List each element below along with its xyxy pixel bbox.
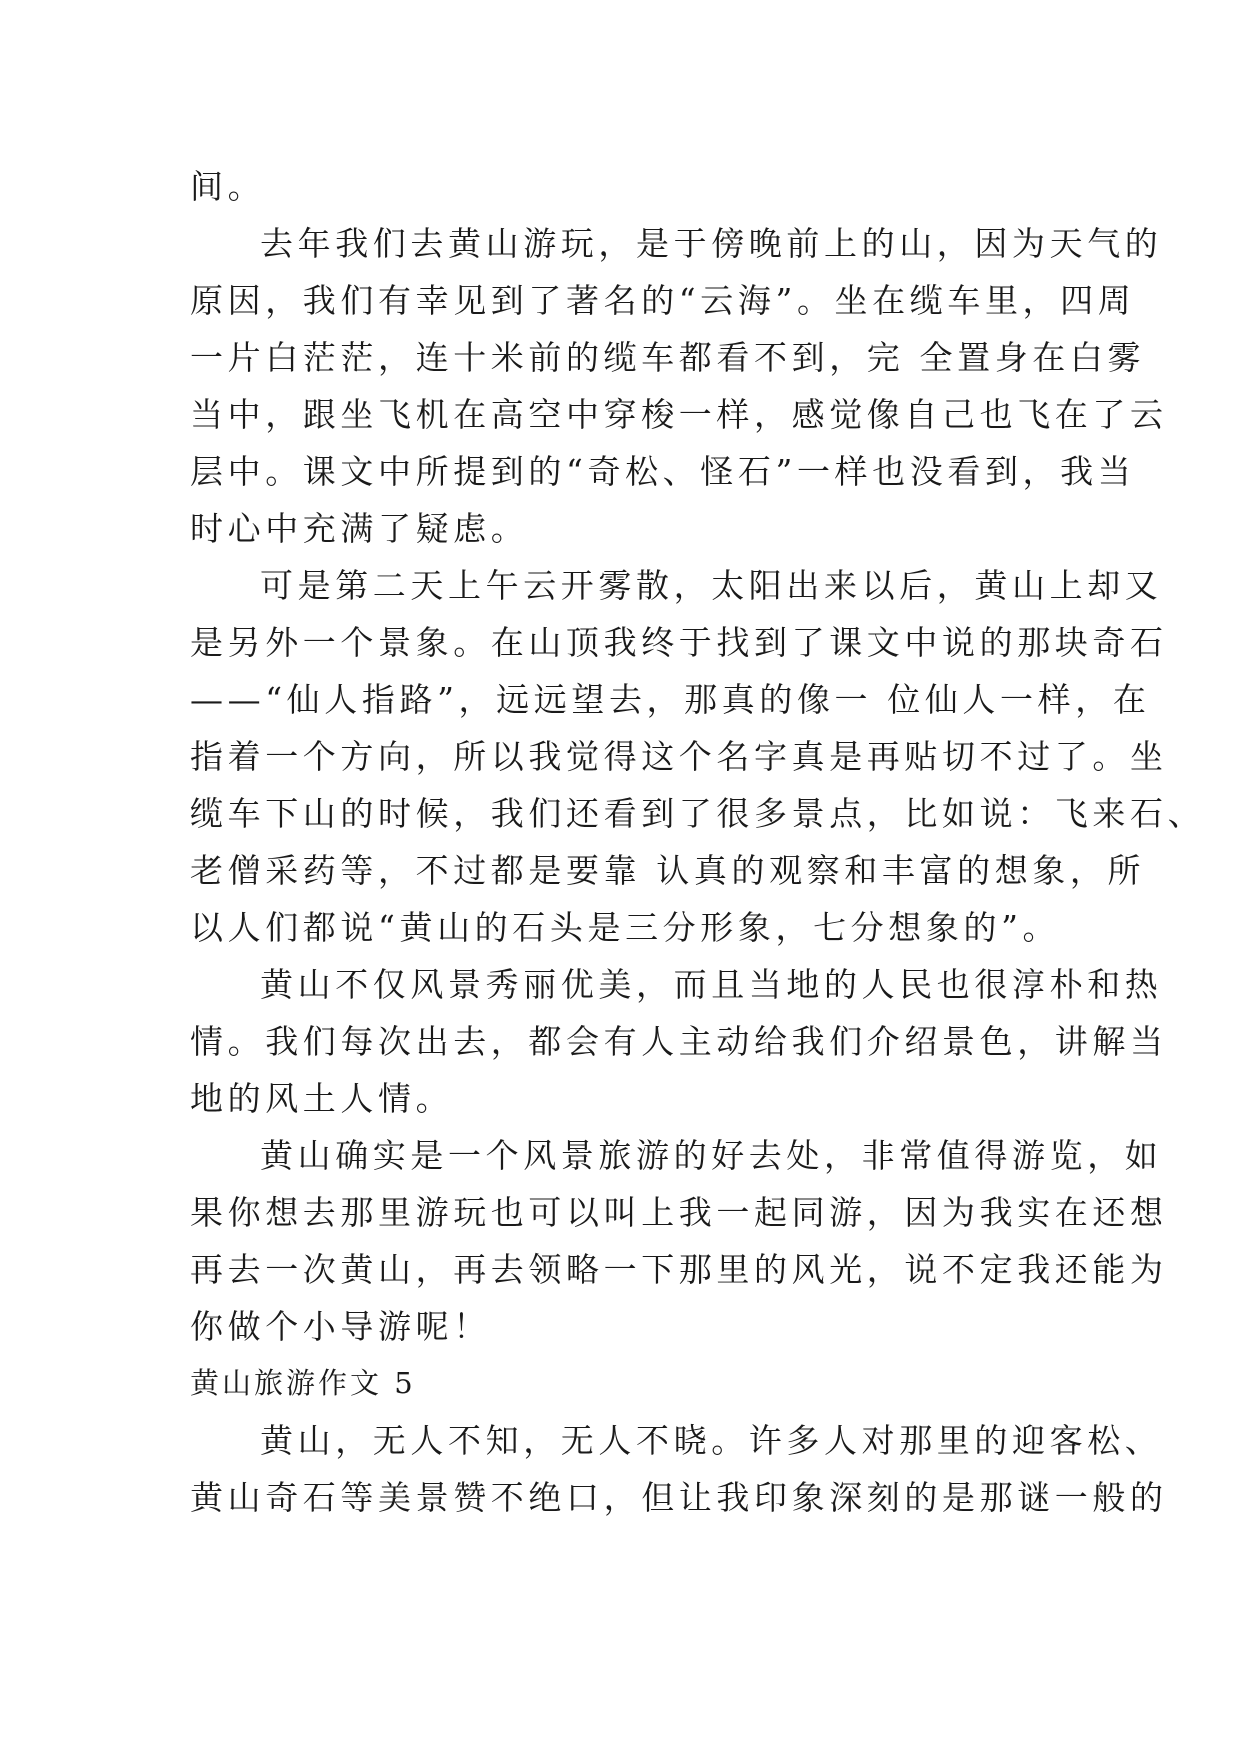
text-line: 情。我们每次出去，都会有人主动给我们介绍景色，讲解当 bbox=[190, 1022, 1168, 1061]
text-line: 果你想去那里游玩也可以叫上我一起同游，因为我实在还想 bbox=[190, 1193, 1168, 1232]
paragraph-first-line: 可是第二天上午云开雾散，太阳出来以后，黄山上却又 bbox=[260, 566, 1163, 605]
text-line: 指着一个方向，所以我觉得这个名字真是再贴切不过了。坐 bbox=[190, 737, 1168, 776]
text-line: 缆车下山的时候，我们还看到了很多景点，比如说：飞来石、 bbox=[190, 794, 1206, 833]
text-line: 老僧采药等，不过都是要靠 认真的观察和丰富的想象，所 bbox=[190, 851, 1146, 890]
section-heading: 黄山旅游作文 5 bbox=[190, 1366, 416, 1400]
document-body bbox=[190, 158, 1206, 1526]
paragraph-first-line: 黄山，无人不知，无人不晓。许多人对那里的迎客松、 bbox=[260, 1421, 1163, 1460]
text-line: 一片白茫茫，连十米前的缆车都看不到，完 全置身在白雾 bbox=[190, 338, 1146, 377]
text-line: 当中，跟坐飞机在高空中穿梭一样，感觉像自己也飞在了云 bbox=[190, 395, 1168, 434]
text-line: 是另外一个景象。在山顶我终于找到了课文中说的那块奇石 bbox=[190, 623, 1168, 662]
text-line: 再去一次黄山，再去领略一下那里的风光，说不定我还能为 bbox=[190, 1250, 1168, 1289]
text-line: 时心中充满了疑虑。 bbox=[190, 509, 529, 548]
text-line: 以人们都说“黄山的石头是三分形象，七分想象的”。 bbox=[190, 908, 1061, 947]
paragraph-first-line: 黄山确实是一个风景旅游的好去处，非常值得游览，如 bbox=[260, 1136, 1163, 1175]
paragraph-first-line: 黄山不仅风景秀丽优美，而且当地的人民也很淳朴和热 bbox=[260, 965, 1163, 1004]
text-line: ——“仙人指路”，远远望去，那真的像一 位仙人一样，在 bbox=[190, 680, 1151, 719]
text-line: 间。 bbox=[190, 167, 266, 206]
paragraph-first-line: 去年我们去黄山游玩，是于傍晚前上的山，因为天气的 bbox=[260, 224, 1163, 263]
text-line: 地的风土人情。 bbox=[190, 1079, 454, 1118]
text-line: 黄山奇石等美景赞不绝口，但让我印象深刻的是那谜一般的 bbox=[190, 1478, 1168, 1517]
text-line: 你做个小导游呢！ bbox=[190, 1307, 491, 1346]
text-line: 层中。课文中所提到的“奇松、怪石”一样也没看到，我当 bbox=[190, 452, 1136, 491]
text-line: 原因，我们有幸见到了著名的“云海”。坐在缆车里，四周 bbox=[190, 281, 1136, 320]
